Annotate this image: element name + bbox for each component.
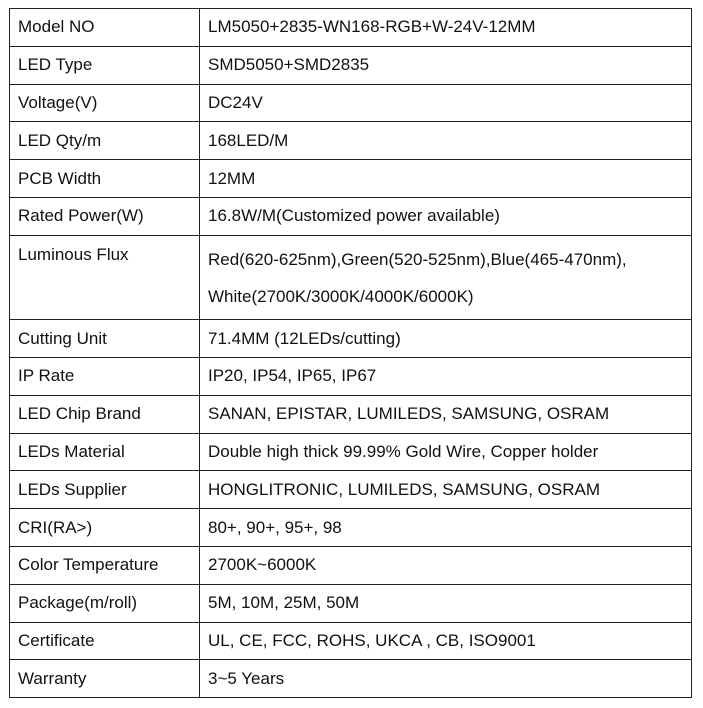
spec-value: DC24V [200,84,692,122]
spec-value: LM5050+2835-WN168-RGB+W-24V-12MM [200,9,692,47]
spec-label: LEDs Material [10,433,200,471]
spec-label: CRI(RA>) [10,509,200,547]
spec-value: Double high thick 99.99% Gold Wire, Copper holder [200,433,692,471]
spec-label: Model NO [10,9,200,47]
spec-label: Color Temperature [10,547,200,585]
spec-value: 12MM [200,160,692,198]
spec-table-body [10,9,692,698]
spec-value: IP20, IP54, IP65, IP67 [200,358,692,396]
spec-value: 3~5 Years [200,660,692,698]
spec-label: Certificate [10,622,200,660]
spec-label: Cutting Unit [10,320,200,358]
spec-value: 71.4MM (12LEDs/cutting) [200,320,692,358]
spec-value: 168LED/M [200,122,692,160]
spec-row-led-qty [10,122,692,160]
spec-value: 2700K~6000K [200,547,692,585]
spec-row-rated-power [10,197,692,235]
spec-row-model-no [10,9,692,47]
spec-label: LED Qty/m [10,122,200,160]
spec-value: SMD5050+SMD2835 [200,46,692,84]
spec-value: HONGLITRONIC, LUMILEDS, SAMSUNG, OSRAM [200,471,692,509]
spec-row-certificate [10,622,692,660]
spec-label: Voltage(V) [10,84,200,122]
spec-label: IP Rate [10,358,200,396]
spec-table [9,8,692,698]
spec-value-line: White(2700K/3000K/4000K/6000K) [208,286,474,306]
spec-row-color-temperature [10,547,692,585]
spec-label: PCB Width [10,160,200,198]
spec-row-warranty [10,660,692,698]
spec-row-pcb-width [10,160,692,198]
spec-row-leds-supplier [10,471,692,509]
spec-row-led-chip-brand [10,395,692,433]
spec-value: SANAN, EPISTAR, LUMILEDS, SAMSUNG, OSRAM [200,395,692,433]
spec-row-leds-material [10,433,692,471]
spec-row-ip-rate [10,358,692,396]
spec-row-voltage [10,84,692,122]
spec-label: LED Type [10,46,200,84]
spec-value [200,235,692,320]
spec-value: UL, CE, FCC, ROHS, UKCA , CB, ISO9001 [200,622,692,660]
spec-label: Warranty [10,660,200,698]
spec-row-led-type [10,46,692,84]
spec-value: 80+, 90+, 95+, 98 [200,509,692,547]
spec-value: 16.8W/M(Customized power available) [200,197,692,235]
spec-label: Rated Power(W) [10,197,200,235]
spec-value: 5M, 10M, 25M, 50M [200,584,692,622]
spec-value-line: Red(620-625nm),Green(520-525nm),Blue(465-470nm), [208,249,627,269]
spec-row-luminous-flux [10,235,692,320]
spec-label: Luminous Flux [10,235,200,320]
spec-row-cri [10,509,692,547]
spec-row-package [10,584,692,622]
spec-label: Package(m/roll) [10,584,200,622]
spec-label: LED Chip Brand [10,395,200,433]
spec-label: LEDs Supplier [10,471,200,509]
spec-row-cutting-unit [10,320,692,358]
